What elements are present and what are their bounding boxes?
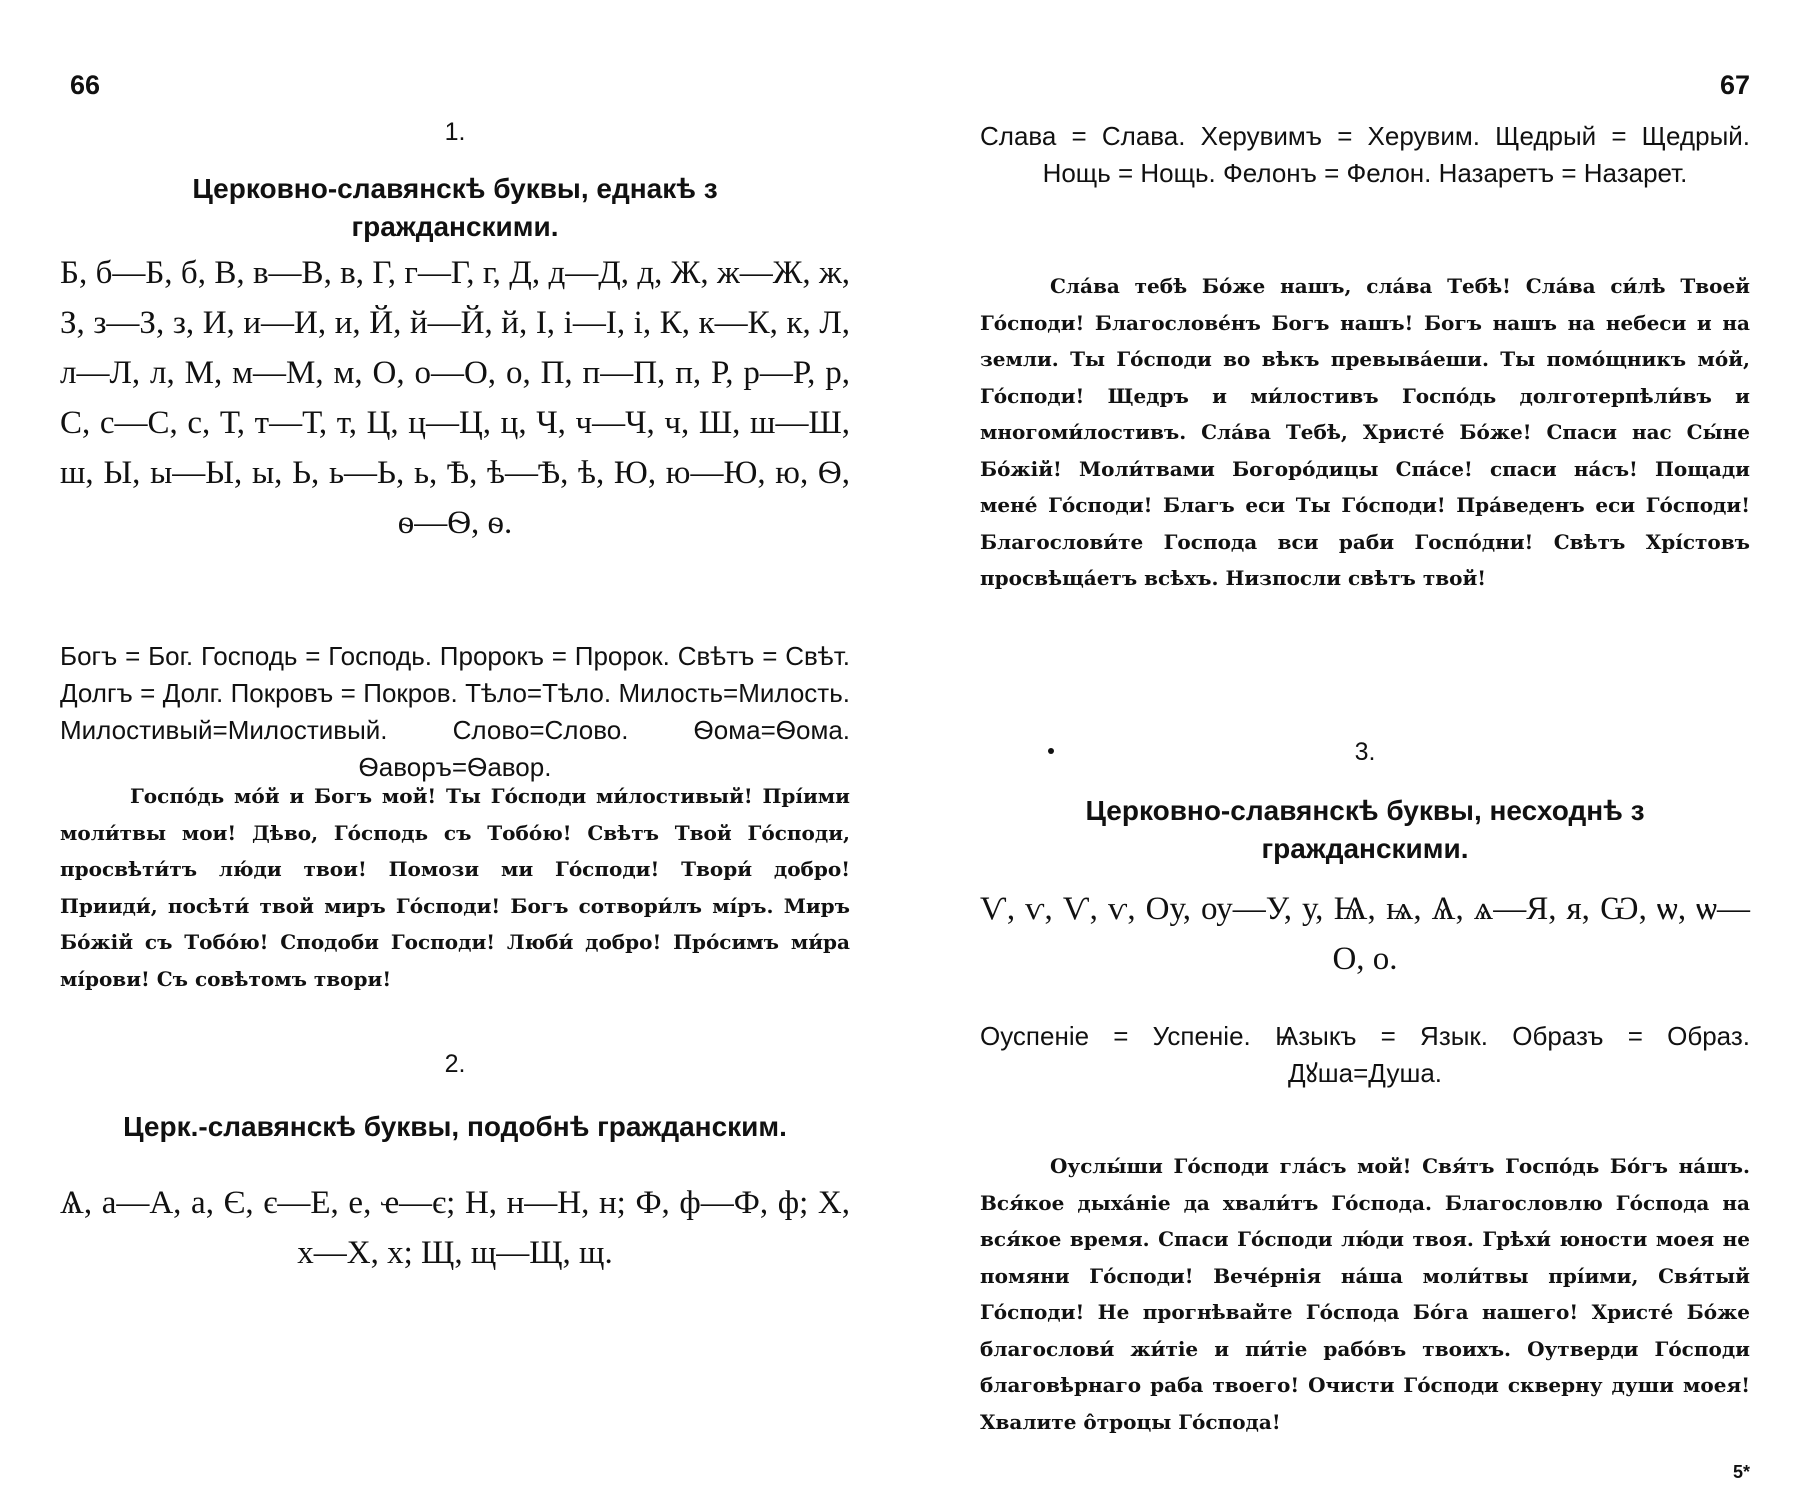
alphabet-block-1: Б, б—Б, б, В, в—В, в, Г, г—Г, г, Д, д—Д, д, Ж, ж—Ж, ж, З, з—З, з, И, и—И, и, Й, й—Й, й, І, і—І, і, К, к—К, к, Л, л—Л, л, М, м—М, м, О, о—О, о, П, п—П, п, Р, р—Р, р, С, с—С, с, Т, т—Т, т, Ц, ц—Ц, ц, Ч, ч—Ч, ч, Ш, ш—Ш, ш, Ы, ы—Ы, ы, Ь, ь—Ь, ь, Ѣ, ѣ—Ѣ, ѣ, Ю, ю—Ю, ю, Ѳ, ѳ—Ѳ, ѳ. [60,255,850,541]
alphabet-block-2: Ѧ, а—А, а, Є, є—Е, е, ҽ—є; Н, н—Н, н; Ф, ф—Ф, ф; Х, х—Х, х; Щ, щ—Щ, щ. [60,1185,850,1271]
section-number-1: 1. [444,118,466,146]
page-number: 66 [70,70,101,100]
alphabet-block-3: Ѵ, ѵ, Ѵ, ѵ, Оу, оу—У, у, Ѩ, ѩ, Ѧ, ѧ—Я, я, Ѡ, ѡ, ѡ—О, о. [980,891,1750,977]
section-number-3: 3. [1354,738,1376,766]
signature-mark: 5* [1732,1462,1750,1482]
section-heading-1: Церковно-славянскѣ буквы, еднакѣ з гражданскими. [192,173,718,242]
section-heading-3: Церковно-славянскѣ буквы, несходнѣ з гражданскими. [1085,795,1645,864]
section-heading-2: Церк.-славянскѣ буквы, подобнѣ гражданским. [123,1111,787,1142]
word-examples-continued: Слава = Слава. Херувимъ = Херувим. Щедрый = Щедрый. Нощь = Нощь. Фелонъ = Фелон. Назаретъ = Назарет. [980,121,1750,188]
page-number: 67 [1719,70,1750,100]
prayer-text-2: Сла́ва тебѣ Бо́же нашъ, сла́ва Тебѣ! Сла́ва си́лѣ Твоей Го́споди! Благослове́нъ Богъ нашъ! Богъ нашъ на небеси и на земли. Ты Го́споди во вѣкъ превыва́еши. Ты помо́щникъ мо́й, Го́споди! Щедръ и ми́лостивъ Госпо́дь долготерпѣли́въ и многоми́лостивъ. Сла́ва Тебѣ, Христе́ Бо́же! Спаси нас Сы́не Бо́жій! Моли́твами Богоро́дицы Спа́се! спаси на́съ! Пощади мене́ Го́споди! Благъ еси Ты Го́споди! Пра́веденъ еси Го́споди! Благослови́те Господа вси раби Госпо́дни! Свѣтъ Хрі́стовъ просвѣща́етъ всѣхъ. Низпосли свѣтъ твой! [980,274,1750,590]
right-page [980,0,1750,1500]
word-examples-1: Богъ = Бог. Господь = Господь. Пророкъ = Пророк. Свѣтъ = Свѣт. Долгъ = Долг. Покровъ = Покров. Тѣло=Тѣло. Милость=Милость. Милостивый=Милостивый. Слово=Слово. Ѳома=Ѳома. Ѳаворъ=Ѳавор. [60,641,850,782]
prayer-text-3: Оуслы́ши Го́споди гла́съ мой! Свя́тъ Госпо́дь Бо́гъ на́шъ. Вся́кое дыха́ніе да хвали́тъ Го́спода. Благословлю Го́спода на вся́кое время. Спаси Го́споди лю́ди твоя. Грѣхи́ юности моея не помяни Го́споди! Вече́рнія на́ша моли́твы прі́ими, Свя́тый Го́споди! Не прогнѣвайте Го́спода Бо́га нашего! Христе́ Бо́же благослови́ жи́тіе и пи́тіе рабо́въ твоихъ. Оутверди Го́споди благовѣрнаго раба твоего! Очисти Го́споди скверну души моея! Хвалите о̂троцы Го́спода! [980,1154,1750,1434]
left-page [60,0,850,1500]
prayer-text-1: Госпо́дь мо́й и Богъ мой! Ты Го́споди ми́лостивый! Прі́ими моли́твы мои! Дѣво, Го́сподь съ Тобо́ю! Свѣтъ Твой Го́споди, просвѣти́тъ лю́ди твои! Помози ми Го́споди! Твори́ добро! Прииди́, посѣти́ твой миръ Го́споди! Богъ сотвори́лъ мі́ръ. Миръ Бо́жій съ Тобо́ю! Сподоби Господи! Люби́ добро! Про́симъ ми́ра мі́рови! Съ совѣтомъ твори! [60,784,850,991]
section-number-2: 2. [444,1050,466,1078]
word-examples-3: Оуспеніе = Успеніе. Ѩзыкъ = Язык. Образъ = Образ. Дꙋша=Душа. [980,1021,1750,1088]
